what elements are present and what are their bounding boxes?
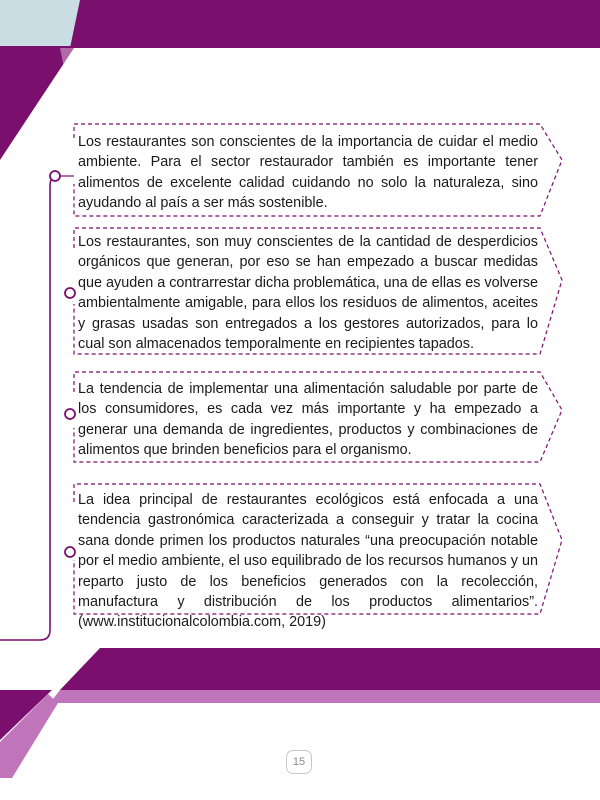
paragraph-3: La tendencia de implementar una alimentación saludable por parte de los consumidores, es cada vez más importante y ha empezado a generar una demanda de ingredientes, productos y combinaciones de alimentos que brinden beneficios para el organismo. (78, 381, 538, 459)
header-brand-text: — (500, 17, 508, 24)
paragraph-2: Los restaurantes, son muy conscientes de la cantidad de desperdicios orgánicos que generan, por eso se han empezado a buscar medidas que ayuden a contrarrestar dicha problemática, una de ellas es volverse ambientalmente amigable, para ellos los residuos de alimentos, aceites y grasas usadas son entregados a los gestores autorizados, para lo cual son almacenados temporalmente en recipientes tapados. (78, 234, 538, 353)
footer-band-light (50, 690, 600, 703)
page-number: 15 (286, 750, 312, 774)
header-band (70, 0, 600, 48)
timeline-node-1 (50, 171, 60, 181)
timeline-node-4 (65, 547, 75, 557)
timeline-node-3 (65, 409, 75, 419)
timeline-node-2 (65, 288, 75, 298)
footer-band-dark (60, 648, 600, 690)
paragraph-4: La idea principal de restaurantes ecológicos está enfocada a una tendencia gastronómica caracterizada a conseguir y tratar la cocina sana donde primen los productos naturales “una preocupación notable por el medio ambiente, el uso equilibrado de los recursos humanos y un reparto justo de los beneficios generados con la recolección, manufactura y distribución de los productos alimentarios”. (www.institucionalcolombia.com, 2019) (78, 492, 538, 631)
paragraph-1: Los restaurantes son conscientes de la importancia de cuidar el medio ambiente. Para el sector restaurador también es importante tener alimentos de excelente calidad cuidando no solo la naturaleza, sino ayudando al país a ser más sostenible. (78, 134, 538, 212)
